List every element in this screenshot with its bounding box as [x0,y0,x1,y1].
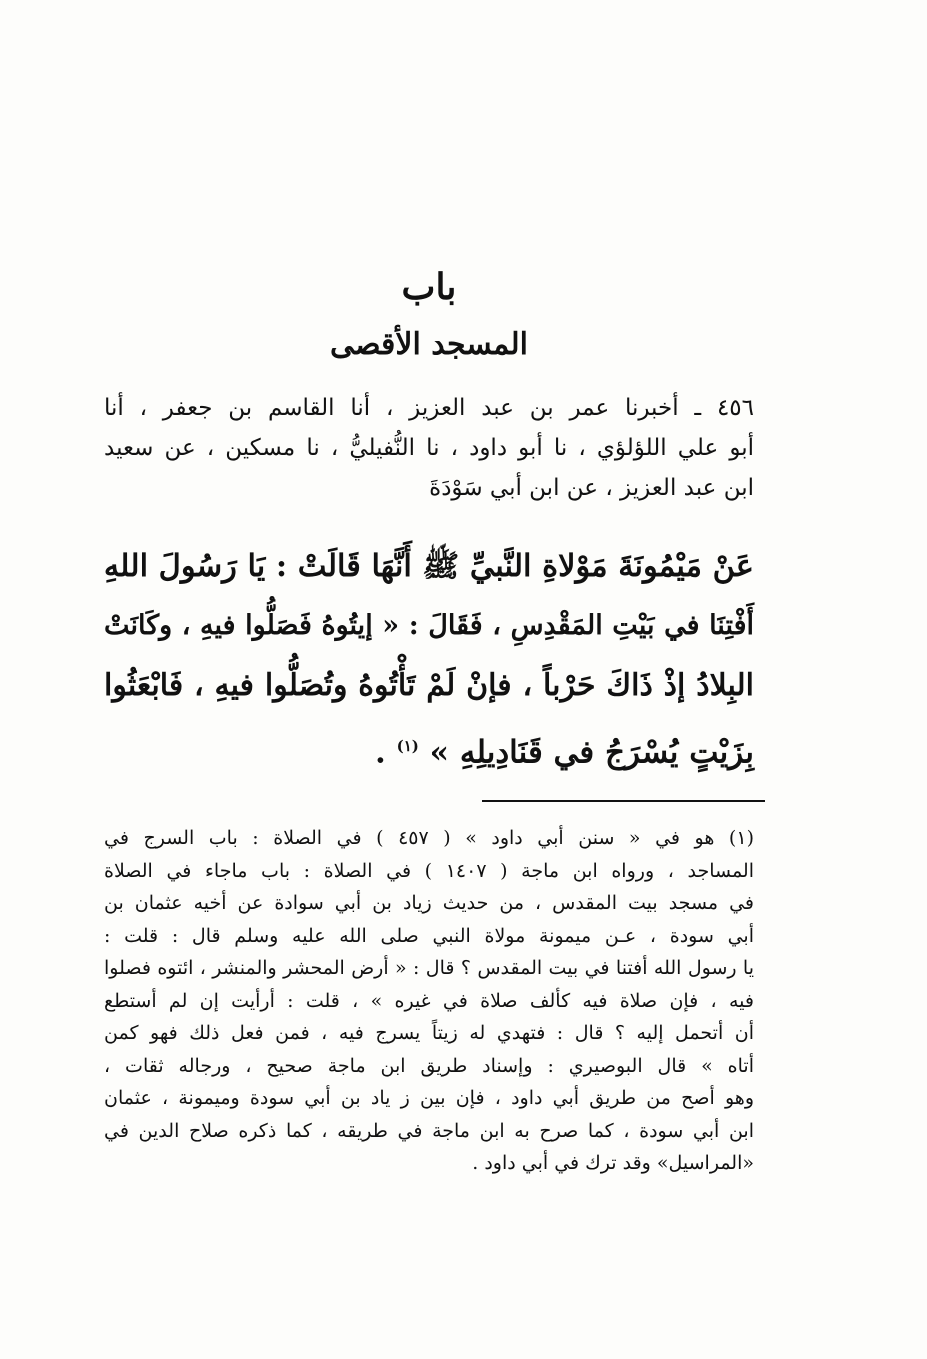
footnote-line: «المراسيل» وقد ترك في أبي داود . [472,1152,754,1174]
footnote-divider [482,800,765,802]
footnote-line: وهو أصح من طريق أبي داود ، فإن بين ز ياد بن أبي سودة وميمونة ، عثمان [104,1087,754,1109]
hadith-text [104,536,754,782]
chapter-title: المسجد الأقصى [330,327,528,362]
hadith-line: البِلادُ إذْ ذَاكَ حَرْباً ، فإنْ لَمْ تَأْتُوهُ وتُصَلُّوا فيهِ ، فَابْعَثُوا [104,668,754,703]
footnote-line: أبي سودة ، عـن ميمونة مولاة النبي صلى الله عليه وسلم قال : قلت : [104,924,754,947]
end-mark: . [374,734,386,771]
isnad-line: أبو علي اللؤلؤي ، نا أبو داود ، نا النُّفيليُّ ، نا مسكين ، عن سعيد [104,435,754,461]
isnad-line: ابن عبد العزيز ، عن ابن أبي سَوْدَةَ [429,475,754,501]
isnad-paragraph [104,388,754,508]
footnote-line: في مسجد بيت المقدس ، من حديث زياد بن أبي سوادة عن أخيه عثمان بن [104,892,754,914]
footnote-marker: (١) [396,737,419,755]
chapter-word: باب [401,266,457,308]
footnote-line: أتاه » قال البوصيري : وإسناد طريق ابن ماجة صحيح ، ورجاله ثقات ، [104,1054,754,1077]
footnote-line: (١) هو في « سنن أبي داود » ( ٤٥٧ ) في الصلاة : باب السرج في [104,827,754,849]
isnad-line: ٤٥٦ ـ أخبرنا عمر بن عبد العزيز ، أنا القاسم بن جعفر ، أنا [104,395,754,421]
footnote-line: فيه ، فإن صلاة فيه كألف صلاة في غيره » ، قلت : أرأيت إن لم أستطع [104,989,754,1012]
hadith-line: بِزَيْتٍ يُسْرَجُ في قَنَادِيلِهِ » [429,734,754,771]
hadith-line: أَفْتِنَا في بَيْتِ المَقْدِسِ ، فَقَالَ : « إيتُوهُ فَصَلُّوا فيهِ ، وكَانَتْ [104,610,754,641]
footnote-line: يا رسول الله أفتنا في بيت المقدس ؟ قال : « أرض المحشر والمنشر ، ائتوه فصلوا [104,957,754,979]
footnote-line: ابن أبي سودة ، كما صرح به ابن ماجة في طريقه ، كما ذكره صلاح الدين في [104,1119,754,1142]
hadith-line: عَنْ مَيْمُونَةَ مَوْلاةِ النَّبيِّ ﷺ أَنَّهَا قَالَتْ : يَا رَسُولَ اللهِ [103,548,754,584]
footnotes [104,822,754,1180]
footnote-line: المساجد ، ورواه ابن ماجة ( ١٤٠٧ ) في الصلاة : باب ماجاء في الصلاة [104,859,754,882]
hadith-last-line [104,716,754,782]
footnote-line: أن أتحمل إليه ؟ قال : فتهدي له زيتاً يسرج فيه ، فمن فعل ذلك فهو كمن [104,1022,754,1044]
